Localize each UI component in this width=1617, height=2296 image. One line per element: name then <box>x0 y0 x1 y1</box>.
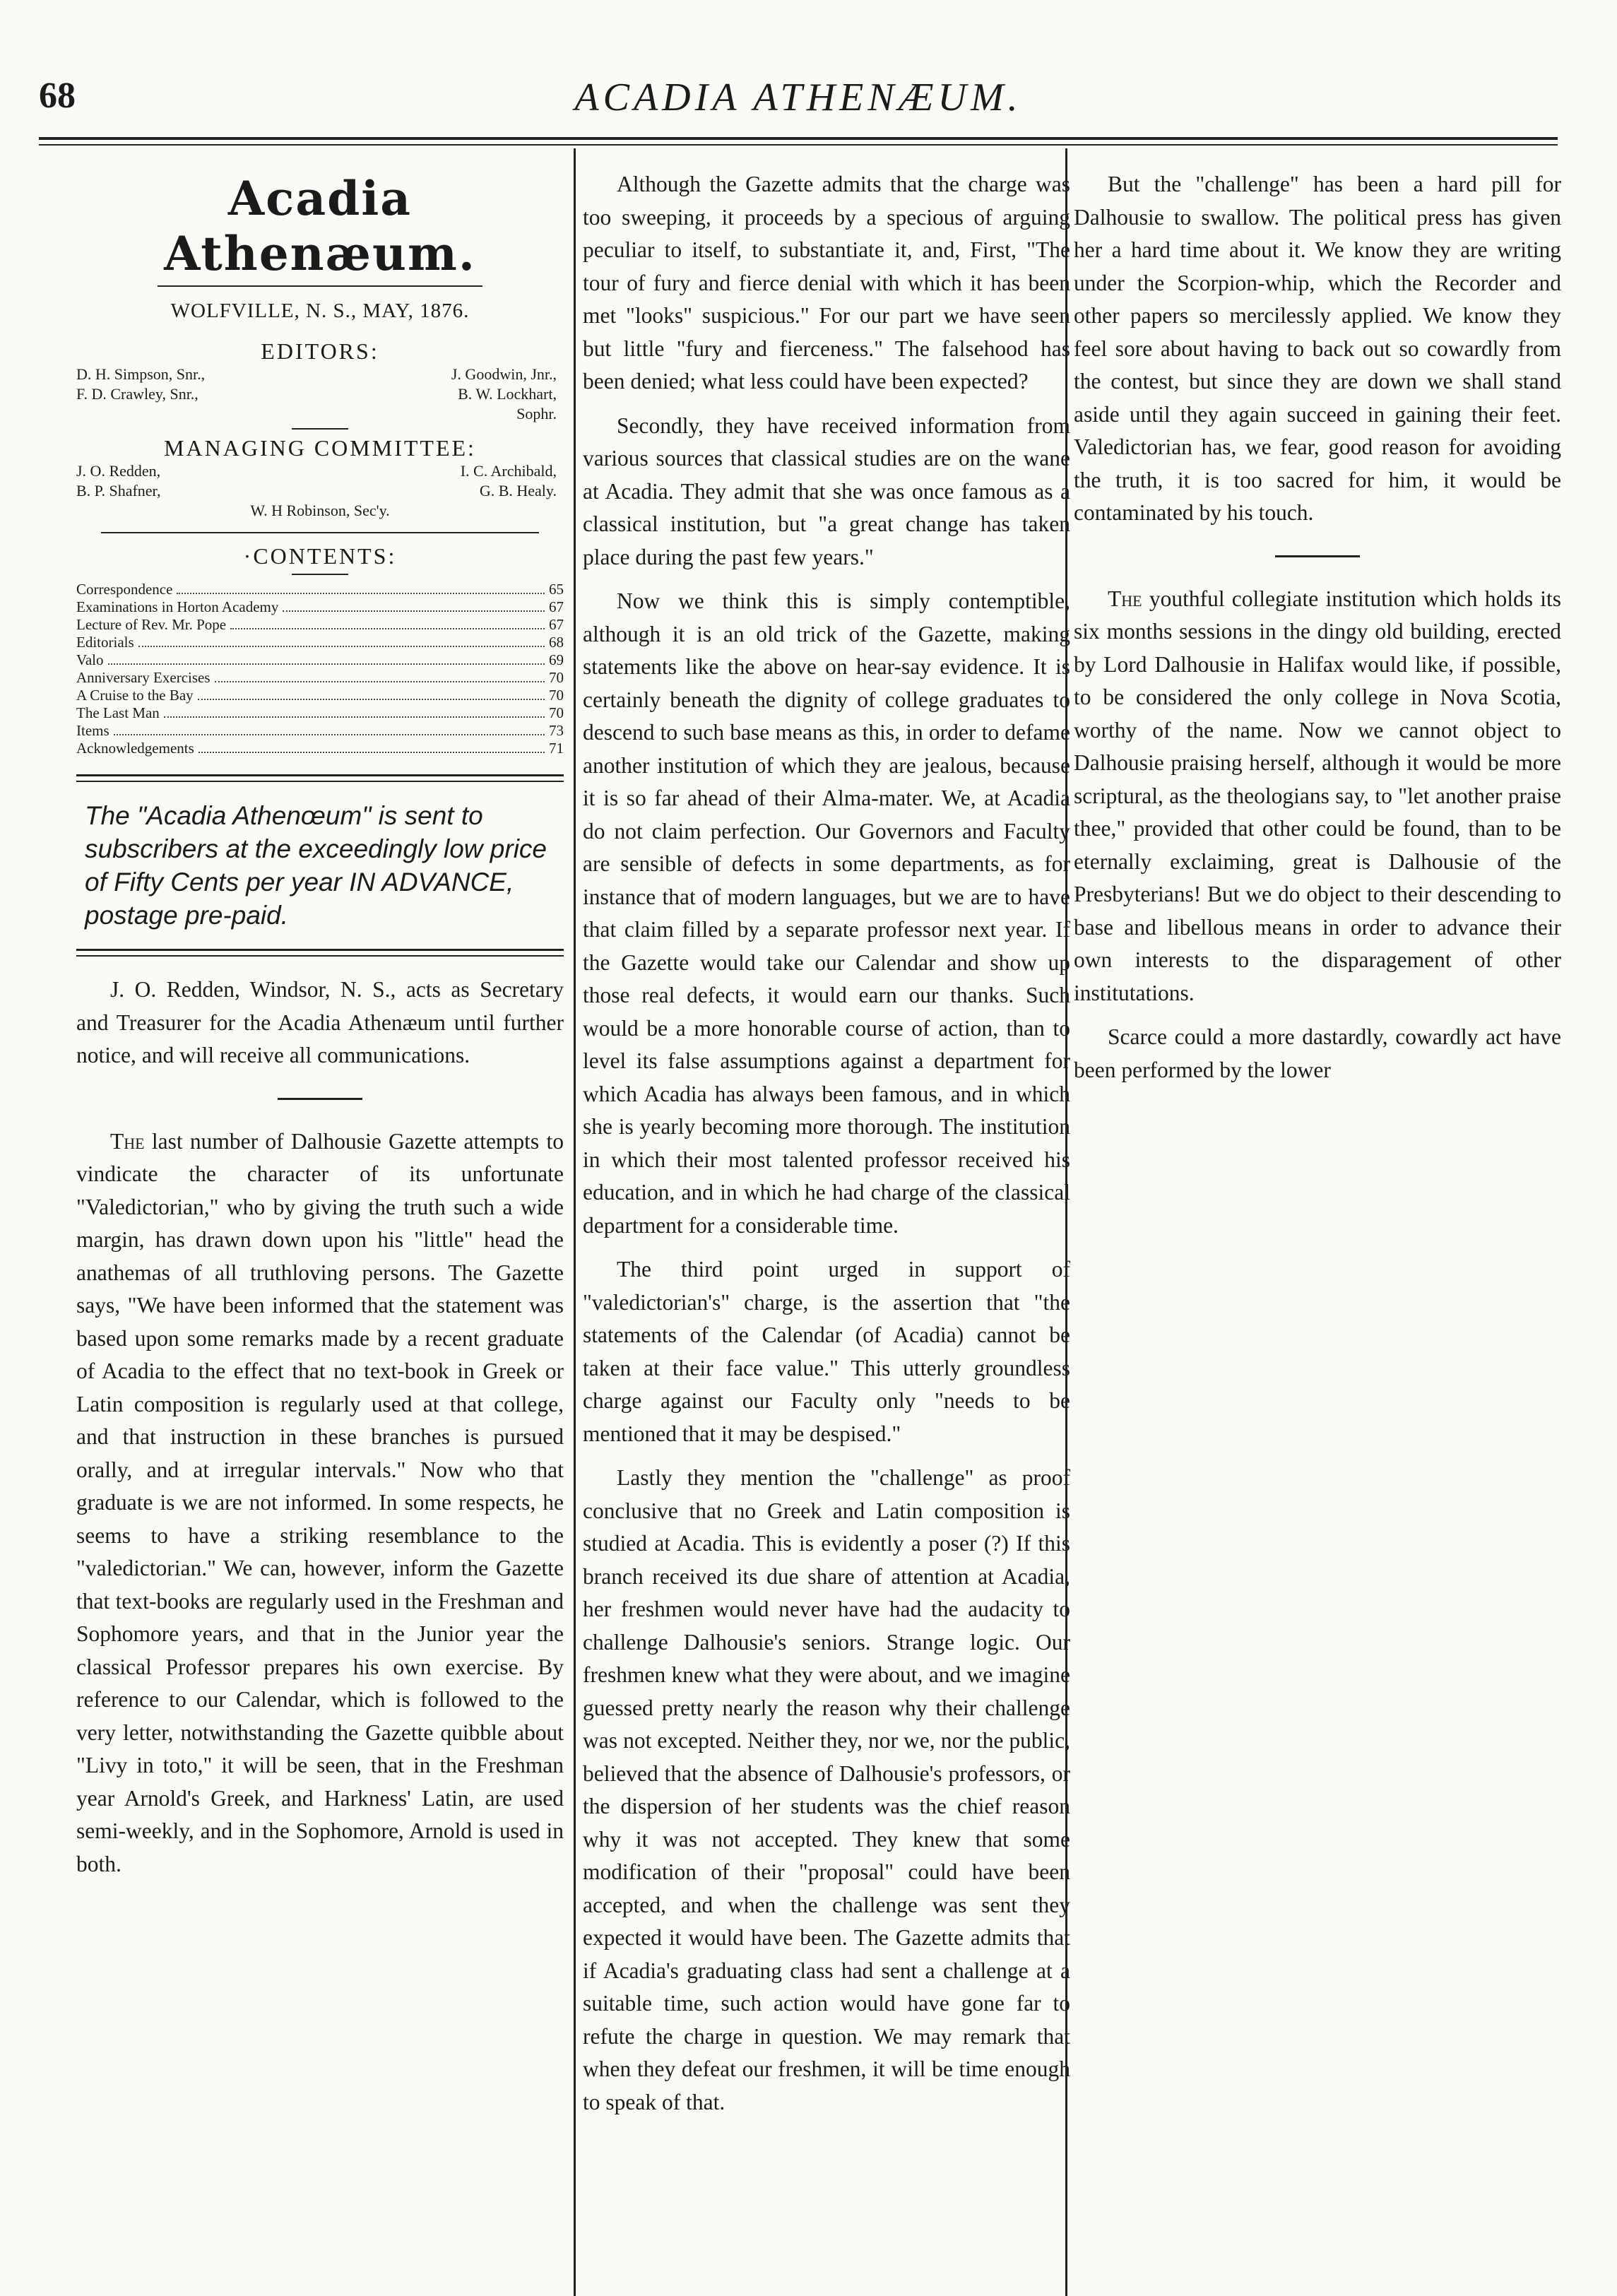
contents-item[interactable] <box>76 687 564 704</box>
editorial-paragraph <box>76 1125 564 1881</box>
committee-row <box>76 461 564 481</box>
leader-dots <box>283 610 545 612</box>
leader-dots <box>230 628 545 629</box>
leader-dots <box>108 663 545 665</box>
contents-item[interactable] <box>76 616 564 634</box>
contents-item[interactable] <box>76 722 564 740</box>
contents-item-title: Lecture of Rev. Mr. Pope <box>76 616 227 633</box>
section-rule <box>278 1098 362 1100</box>
editorial-first-word: The <box>110 1128 145 1154</box>
contents-item[interactable] <box>76 651 564 669</box>
contents-item-page: 69 <box>549 651 564 668</box>
contents-item-page: 70 <box>549 704 564 721</box>
editors-row <box>76 365 564 384</box>
editorial-first-word: The <box>1108 586 1142 611</box>
dateline: WOLFVILLE, N. S., MAY, 1876. <box>170 300 470 322</box>
contents-item-page: 73 <box>549 722 564 739</box>
contents-item-title: Items <box>76 722 109 739</box>
leader-dots <box>199 752 545 753</box>
column-3 <box>1074 168 1561 2296</box>
contents-item[interactable] <box>76 581 564 598</box>
editorial-paragraph: Although the Gazette admits that the charge was too sweeping, it proceeds by a specious of arguing peculiar to itself, to substantiate it, and, First, "The tour of fury and fierce denial with which it has been met "looks" suspicious." For our part we have seen but little "fury and fierceness." The falsehood has been denied; what less could have been expected? <box>583 172 1070 393</box>
agent-notice: J. O. Redden, Windsor, N. S., acts as Secretary and Treasurer for the Acadia Athenæum until further notice, and will receive all communications. <box>76 977 564 1067</box>
contents-list <box>76 581 564 757</box>
contents-item-title: Valo <box>76 651 104 668</box>
editorial-text: youthful collegiate institution which holds its six months sessions in the dingy old building, erected by Lord Dalhousie in Halifax would like, if possible, to be considered the only college in Nova Scotia, worthy of the name. Now we cannot object to Dalhousie praising herself, although it would be more scriptural, as the theologians say, to "let another praise thee," provided that other could be found, than to be eternally exclaiming, great is Dalhousie of the Presbyterians! But we do object to their descending to base and libellous means in order to advance their own interests to the disparagement of other institutations. <box>1074 586 1561 1005</box>
subscription-notice: The "Acadia Athenœum" is sent to subscribers at the exceedingly low price of Fifty Cents per year IN ADVANCE, postage pre-paid. <box>85 801 547 930</box>
contents-item-page: 68 <box>549 634 564 651</box>
masthead-title: Acadia Athenæum. <box>164 171 476 281</box>
running-title: ACADIA ATHENÆUM. <box>574 76 1022 119</box>
editorial-paragraph: But the "challenge" has been a hard pill for Dalhousie to swallow. The political press has given her a hard time about it. We know they are writing under the Scorpion-whip, which the Recorder and other papers so mercilessly applied. We know they feel sore about having to back out so cowardly from the contest, but since they are down we shall stand aside until they again succeed in gaining their feet. Valedictorian has, we fear, good reason for avoiding the truth, it is too sacred for him, it would be contaminated by his touch. <box>1074 172 1561 525</box>
column-1 <box>76 168 564 2296</box>
editor-class: Sophr. <box>516 405 557 422</box>
leader-dots <box>138 646 545 647</box>
divider <box>101 532 539 533</box>
contents-item-page: 71 <box>549 740 564 757</box>
contents-item[interactable] <box>76 598 564 616</box>
column-divider-1 <box>574 148 576 2296</box>
contents-item-title: The Last Man <box>76 704 160 721</box>
editorial-paragraph: Lastly they mention the "challenge" as proof conclusive that no Greek and Latin composition is studied at Acadia. This is evidently a poser (?) If this branch received its due share of attention at Acadia, her freshmen would never have had the audacity to challenge Dalhousie's seniors. Strange logic. Our freshmen knew what they were about, and we imagine guessed pretty nearly the reason why their challenge was not excepted. Neither they, nor we, nor the public, believed that the absence of Dalhousie's professors, or the dispersion of her students was the chief reason why it was not accepted. They knew that some modification of their "proposal" could have been accepted, and when the challenge was sent they expected it would have been. The Gazette admits that if Acadia's graduating class had sent a challenge at a suitable time, such action would have gone far to refute the charge in question. We may remark that when they defeat our freshmen, it will be time enough to speak of that. <box>583 1465 1070 2114</box>
committee-name: J. O. Redden, <box>76 462 161 480</box>
leader-dots <box>198 699 545 700</box>
contents-item[interactable] <box>76 634 564 651</box>
editorial-paragraph: Now we think this is simply contemptible, although it is an old trick of the Gazette, making statements like the above on hear-say evidence. It is certainly beneath the dignity of college graduates to descend to such base means as this, in order to defame another institution of which they are jealous, because it is so far ahead of their Alma-mater. We, at Acadia do not claim perfection. Our Governors and Faculty are sensible of defects in some departments, as for instance that of modern languages, but we are to have that claim filled by a separate professor next year. If the Gazette would take our Calendar and show up those real defects, it would earn our thanks. Such would be a more honorable course of action, than to level its false assumptions against a department for which Acadia has always been famous, and in which she is yearly becoming more thorough. The institution in which their most talented professor received his education, and in which he had charge of the classical department for a considerable time. <box>583 588 1070 1238</box>
contents-item-title: Correspondence <box>76 581 173 598</box>
editors-list <box>76 365 564 424</box>
editors-row <box>76 384 564 404</box>
editorial-paragraph: The third point urged in support of "valedictorian's" charge, is the assertion that "the statements of the Calendar (of Acadia) cannot be taken at their face value." This utterly groundless charge against our Faculty only "needs to be mentioned that it may be despised." <box>583 1257 1070 1446</box>
leader-dots <box>177 593 545 594</box>
committee-name: B. P. Shafner, <box>76 482 161 499</box>
contents-item-title: Acknowledgements <box>76 740 194 757</box>
editor-name: D. H. Simpson, Snr., <box>76 365 206 383</box>
leader-dots <box>215 681 545 682</box>
contents-item-title: Examinations in Horton Academy <box>76 598 279 615</box>
leader-dots <box>164 716 545 718</box>
contents-item-page: 67 <box>549 616 564 633</box>
committee-heading: MANAGING COMMITTEE: <box>164 435 476 461</box>
header-rule <box>39 137 1558 140</box>
header-rule-thin <box>39 144 1558 146</box>
divider <box>292 574 348 575</box>
divider <box>292 428 348 430</box>
editorial-paragraph: Secondly, they have received information from various sources that classical studies are on the wane at Acadia. They admit that she was once famous as a classical institution, but "a great change has taken place during the past few years." <box>583 413 1070 569</box>
double-rule <box>76 774 564 782</box>
contents-item-title: A Cruise to the Bay <box>76 687 194 704</box>
contents-item-title: Anniversary Exercises <box>76 669 211 686</box>
contents-item-title: Editorials <box>76 634 134 651</box>
editors-heading: EDITORS: <box>261 338 379 364</box>
contents-item[interactable] <box>76 669 564 687</box>
editor-name: F. D. Crawley, Snr., <box>76 385 199 403</box>
contents-item[interactable] <box>76 740 564 757</box>
committee-name: G. B. Healy. <box>479 482 557 499</box>
running-header <box>39 75 1558 124</box>
committee-row <box>76 481 564 501</box>
contents-item-page: 67 <box>549 598 564 615</box>
column-2 <box>583 168 1070 2296</box>
contents-item[interactable] <box>76 704 564 722</box>
committee-name: I. C. Archibald, <box>460 462 557 480</box>
leader-dots <box>114 734 545 735</box>
masthead-rule <box>158 285 482 287</box>
contents-item-page: 65 <box>549 581 564 598</box>
contents-item-page: 70 <box>549 687 564 704</box>
contents-item-page: 70 <box>549 669 564 686</box>
page-number: 68 <box>39 76 76 116</box>
section-rule <box>1275 555 1360 557</box>
contents-heading: ·CONTENTS: <box>243 543 397 569</box>
editor-name: B. W. Lockhart, <box>458 385 557 403</box>
editorial-paragraph <box>1074 583 1561 1010</box>
editor-name: J. Goodwin, Jnr., <box>451 365 557 383</box>
editorial-paragraph: Scarce could a more dastardly, cowardly act have been performed by the lower <box>1074 1024 1561 1082</box>
editorial-text: last number of Dalhousie Gazette attempts to vindicate the character of its unfortunate "Valedictorian," who by giving the truth such a wide margin, has drawn down upon his "little" head the anathemas of all truthloving persons. The Gazette says, "We have been informed that the statement was based upon some remarks made by a recent graduate of Acadia to the effect that no text-book in Greek or Latin composition is regularly used at that college, and that instruction in these branches is pursued orally, and at irregular intervals." Now who that graduate is we are not informed. In some respects, he seems to have a striking resemblance to the "valedictorian." We can, however, inform the Gazette that text-books are regularly used in the Freshman and Sophomore years, and that in the Junior year the classical Professor prepares his own exercise. By reference to our Calendar, which is followed to the very letter, notwithstanding the Gazette quibble about "Livy in toto," it will be seen, that in the Freshman year Arnold's Greek, and Harkness' Latin, are used semi-weekly, and in the Sophomore, Arnold is used in both. <box>76 1128 564 1876</box>
committee-list <box>76 461 564 521</box>
double-rule <box>76 949 564 957</box>
committee-secretary: W. H Robinson, Sec'y. <box>250 502 390 519</box>
